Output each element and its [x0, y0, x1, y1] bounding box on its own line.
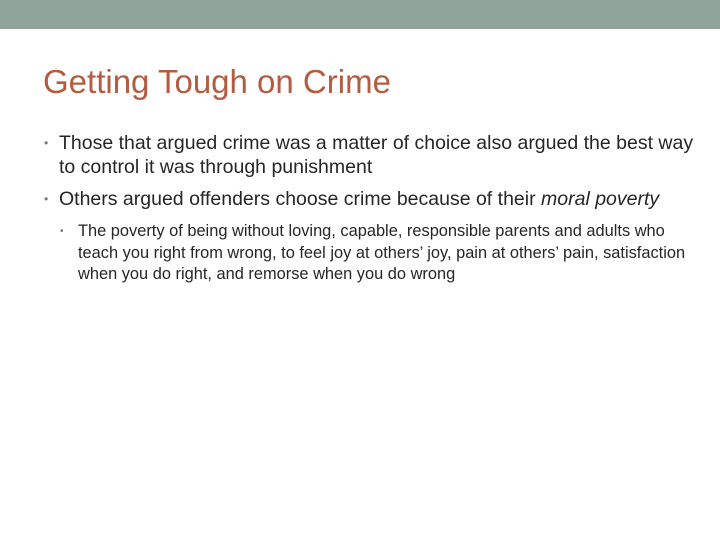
bullet-emphasis: moral poverty	[541, 188, 660, 210]
top-band	[0, 0, 720, 29]
sub-bullet-marker: •	[60, 226, 64, 237]
slide-title: Getting Tough on Crime	[43, 63, 391, 100]
bullet-item	[44, 187, 694, 286]
bullet-text: Others argued offenders choose crime because of their	[59, 188, 536, 210]
sub-bullet-item	[59, 221, 689, 286]
bullet-marker: •	[44, 192, 49, 206]
sub-bullet-list	[59, 221, 689, 286]
bullet-list	[44, 131, 694, 294]
bullet-item	[44, 131, 694, 179]
sub-bullet-text: The poverty of being without loving, capable, responsible parents and adults who teach you right from wrong, to feel joy at others’ joy, pain at others’ pain, satisfaction when you do right, and remorse when you do wrong	[78, 222, 686, 283]
bullet-text: Those that argued crime was a matter of choice also argued the best way to control it was through punishment	[59, 132, 694, 178]
bullet-marker: •	[44, 136, 49, 150]
